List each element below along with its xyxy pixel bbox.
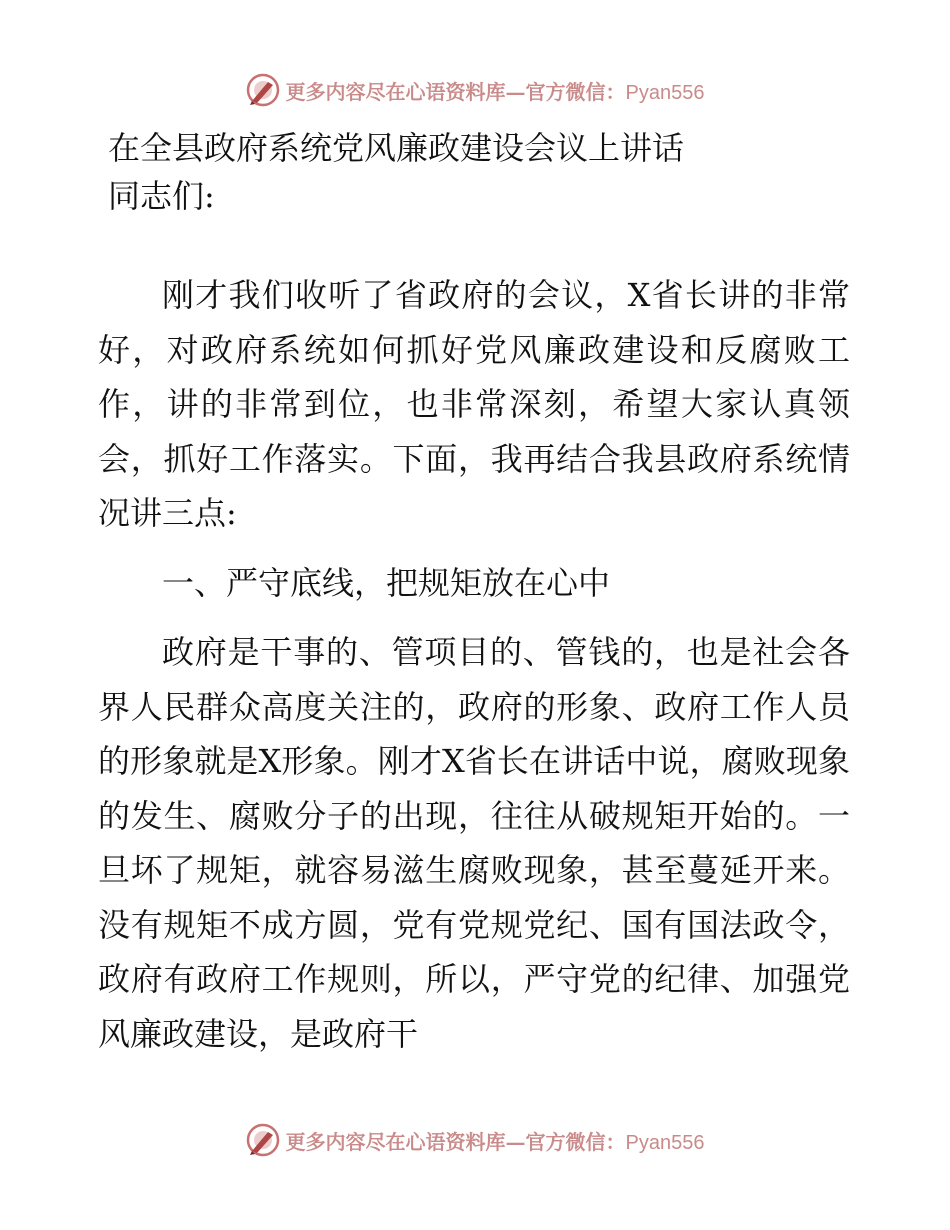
watermark-text xyxy=(286,76,705,105)
document-body xyxy=(98,268,850,1061)
watermark-text xyxy=(286,1126,705,1155)
pen-logo-icon xyxy=(246,73,280,107)
pen-logo-icon xyxy=(246,1123,280,1157)
document-title: 在全县政府系统党风廉政建设会议上讲话 xyxy=(108,129,685,167)
watermark-separator: — xyxy=(505,1129,526,1154)
footer-watermark xyxy=(0,1120,950,1160)
section-heading-1: 一、严守底线，把规矩放在心中 xyxy=(162,563,611,602)
paragraph-section-1: 政府是干事的、管项目的、管钱的，也是社会各界人民群众高度关注的，政府的形象、政府工作人员的形象就是X形象。刚才X省长在讲话中说，腐败现象的发生、腐败分子的出现，往往从破规矩开始的。一旦坏了规矩，就容易滋生腐败现象，甚至蔓延开来。没有规矩不成方圆，党有党规党纪、国有国法政令，政府有政府工作规则，所以，严守党的纪律、加强党风廉政建设，是政府干 xyxy=(98,633,850,1053)
watermark-channel: 官方微信： xyxy=(525,1129,626,1154)
watermark-channel: 官方微信： xyxy=(525,79,626,104)
watermark-site: 更多内容尽在心语资料库 xyxy=(285,79,506,104)
paragraph-intro: 刚才我们收听了省政府的会议，X省长讲的非常好，对政府系统如何抓好党风廉政建设和反腐败工作，讲的非常到位，也非常深刻，希望大家认真领会，抓好工作落实。下面，我再结合我县政府系统情况讲三点: xyxy=(98,276,850,532)
header-watermark xyxy=(0,70,950,110)
watermark-account: Pyan556 xyxy=(625,81,705,104)
watermark-account: Pyan556 xyxy=(625,1131,705,1154)
watermark-site: 更多内容尽在心语资料库 xyxy=(285,1129,506,1154)
greeting: 同志们: xyxy=(108,177,215,215)
watermark-separator: — xyxy=(505,79,526,104)
